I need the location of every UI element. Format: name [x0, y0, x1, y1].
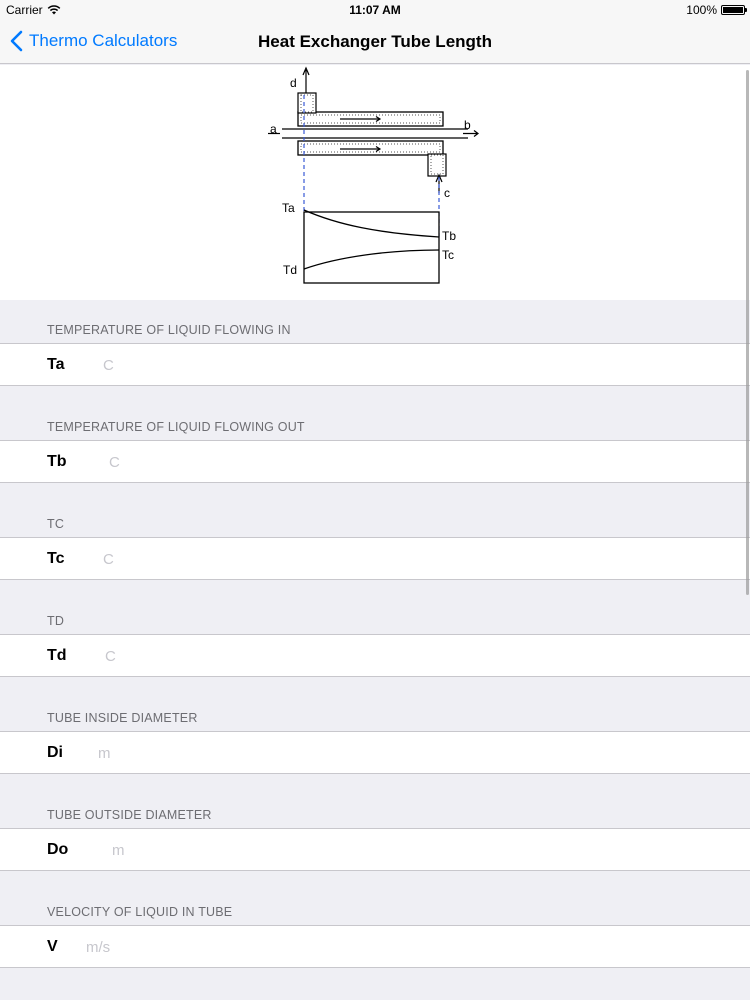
- page-title: Heat Exchanger Tube Length: [258, 32, 492, 51]
- di-input[interactable]: [98, 740, 698, 766]
- field-row-td: [0, 634, 750, 677]
- label-a: a: [270, 122, 277, 136]
- section-header-td: TD: [0, 580, 750, 634]
- chevron-left-icon: [10, 30, 23, 52]
- field-row-ta: [0, 343, 750, 386]
- section-header-tc: TC: [0, 483, 750, 537]
- heat-exchanger-diagram: [268, 65, 488, 295]
- td-input[interactable]: [105, 643, 705, 669]
- field-row-tb: [0, 440, 750, 483]
- field-label-do: Do: [47, 840, 69, 858]
- field-label-ta: Ta: [47, 355, 65, 373]
- field-label-di: Di: [47, 743, 63, 761]
- field-row-do: [0, 828, 750, 871]
- scroll-indicator[interactable]: [746, 70, 749, 595]
- tb-input[interactable]: [109, 449, 709, 475]
- field-row-tc: [0, 537, 750, 580]
- tc-input[interactable]: [103, 546, 703, 572]
- form-scroll-view[interactable]: [0, 65, 750, 1000]
- field-label-td: Td: [47, 646, 67, 664]
- field-label-v: V: [47, 937, 58, 955]
- label-tb: Tb: [442, 229, 457, 243]
- navigation-bar: [0, 20, 750, 64]
- battery-percent: 100%: [686, 3, 717, 17]
- label-ta: Ta: [282, 201, 295, 215]
- field-row-v: [0, 925, 750, 968]
- do-input[interactable]: [112, 837, 712, 863]
- label-c: c: [444, 186, 450, 200]
- ta-input[interactable]: [103, 352, 703, 378]
- back-button-label: Thermo Calculators: [29, 31, 178, 50]
- field-label-tc: Tc: [47, 549, 65, 567]
- v-input[interactable]: [86, 934, 686, 960]
- label-b: b: [464, 118, 471, 132]
- diagram-container: [0, 65, 750, 300]
- back-button[interactable]: [10, 30, 177, 52]
- label-td: Td: [283, 263, 298, 277]
- field-label-tb: Tb: [47, 452, 67, 470]
- carrier-label: Carrier: [6, 3, 43, 17]
- section-header-v: VELOCITY OF LIQUID IN TUBE: [0, 871, 750, 925]
- section-header-tb: TEMPERATURE OF LIQUID FLOWING OUT: [0, 386, 750, 440]
- status-right: [686, 3, 745, 17]
- battery-icon: [721, 5, 745, 15]
- field-row-di: [0, 731, 750, 774]
- section-header-ta: TEMPERATURE OF LIQUID FLOWING IN: [0, 300, 750, 343]
- status-time: 11:07 AM: [349, 3, 401, 17]
- section-header-do: TUBE OUTSIDE DIAMETER: [0, 774, 750, 828]
- section-header-di: TUBE INSIDE DIAMETER: [0, 677, 750, 731]
- label-d: d: [290, 76, 297, 90]
- label-tc: Tc: [442, 248, 454, 262]
- status-bar: [0, 0, 750, 20]
